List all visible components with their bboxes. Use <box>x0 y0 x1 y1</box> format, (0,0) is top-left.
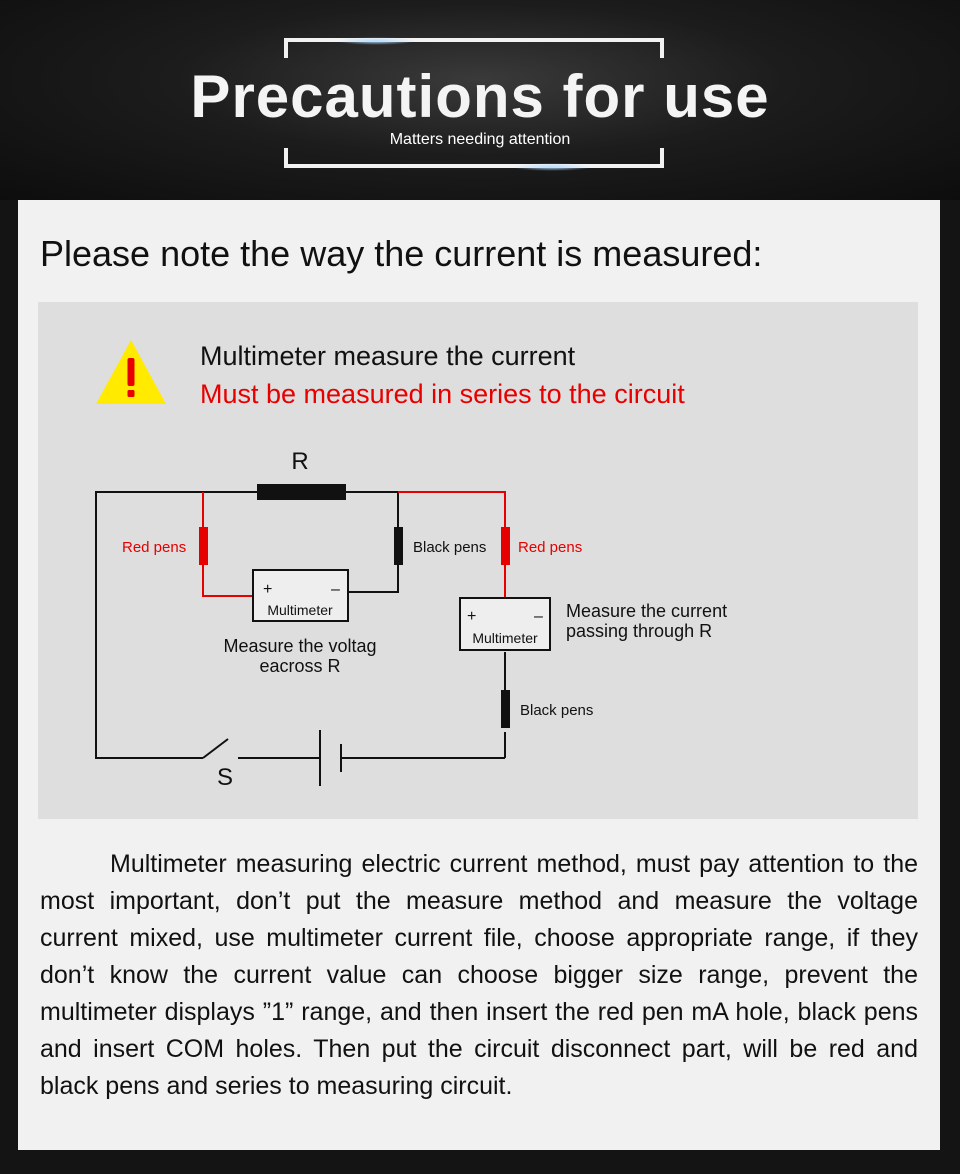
right-caption-line-2: passing through R <box>566 621 713 641</box>
right-caption-line-1: Measure the current <box>566 601 728 621</box>
content-panel <box>18 200 940 1150</box>
resistor <box>257 484 346 500</box>
frame-corner-bottom-right <box>630 148 664 168</box>
right-black-probe <box>501 690 510 728</box>
section-title: Please note the way the current is measured: <box>40 233 763 274</box>
instructions-paragraph: Multimeter measuring electric current method, must pay attention to the most important, don’t put the measure method and measure the voltage current mixed, use multimeter current file, choose appropriate range, if they don’t know the current value can choose bigger size range, prevent the multimeter displays ”1” range, and then insert the red pen mA hole, black pens and insert COM holes. Then put the circuit disconnect part, will be red and black pens and series to measuring circuit. <box>40 850 918 1100</box>
diagram-box <box>38 302 918 819</box>
right-black-pens-label: Black pens <box>520 702 594 719</box>
switch-lever <box>203 739 228 758</box>
right-meter-label: Multimeter <box>472 630 538 646</box>
wire-left-red-probe <box>203 492 253 596</box>
wire-left-loop <box>96 492 203 758</box>
left-meter-plus: + <box>263 581 273 598</box>
warning-line-1: Multimeter measure the current <box>200 341 576 371</box>
frame-corner-top-left <box>284 38 318 58</box>
frame-corner-bottom-left <box>284 148 318 168</box>
frame-glow-top <box>336 37 416 45</box>
page-title: Precautions for use <box>190 63 770 130</box>
left-meter-label: Multimeter <box>267 602 333 618</box>
right-red-probe <box>501 527 510 565</box>
right-red-pens-label: Red pens <box>518 539 583 556</box>
left-meter-minus: – <box>331 581 340 598</box>
resistor-label: R <box>291 448 309 475</box>
left-black-pens-label: Black pens <box>413 539 487 556</box>
frame-corner-top-right <box>630 38 664 58</box>
left-caption-line-1: Measure the voltag <box>223 636 377 656</box>
page-subtitle: Matters needing attention <box>389 131 571 148</box>
right-meter-plus: + <box>467 608 477 625</box>
frame-glow-bottom <box>512 163 592 171</box>
left-red-probe <box>199 527 208 565</box>
left-black-probe <box>394 527 403 565</box>
switch-label: S <box>216 764 234 791</box>
circuit-diagram <box>38 302 918 819</box>
header-banner <box>0 0 960 200</box>
left-caption-line-2: eacross R <box>259 656 341 676</box>
left-red-pens-label: Red pens <box>122 539 187 556</box>
wire-left-black-probe <box>348 492 398 592</box>
right-meter-minus: – <box>534 608 543 625</box>
warning-line-2: Must be measured in series to the circuit <box>200 379 685 409</box>
